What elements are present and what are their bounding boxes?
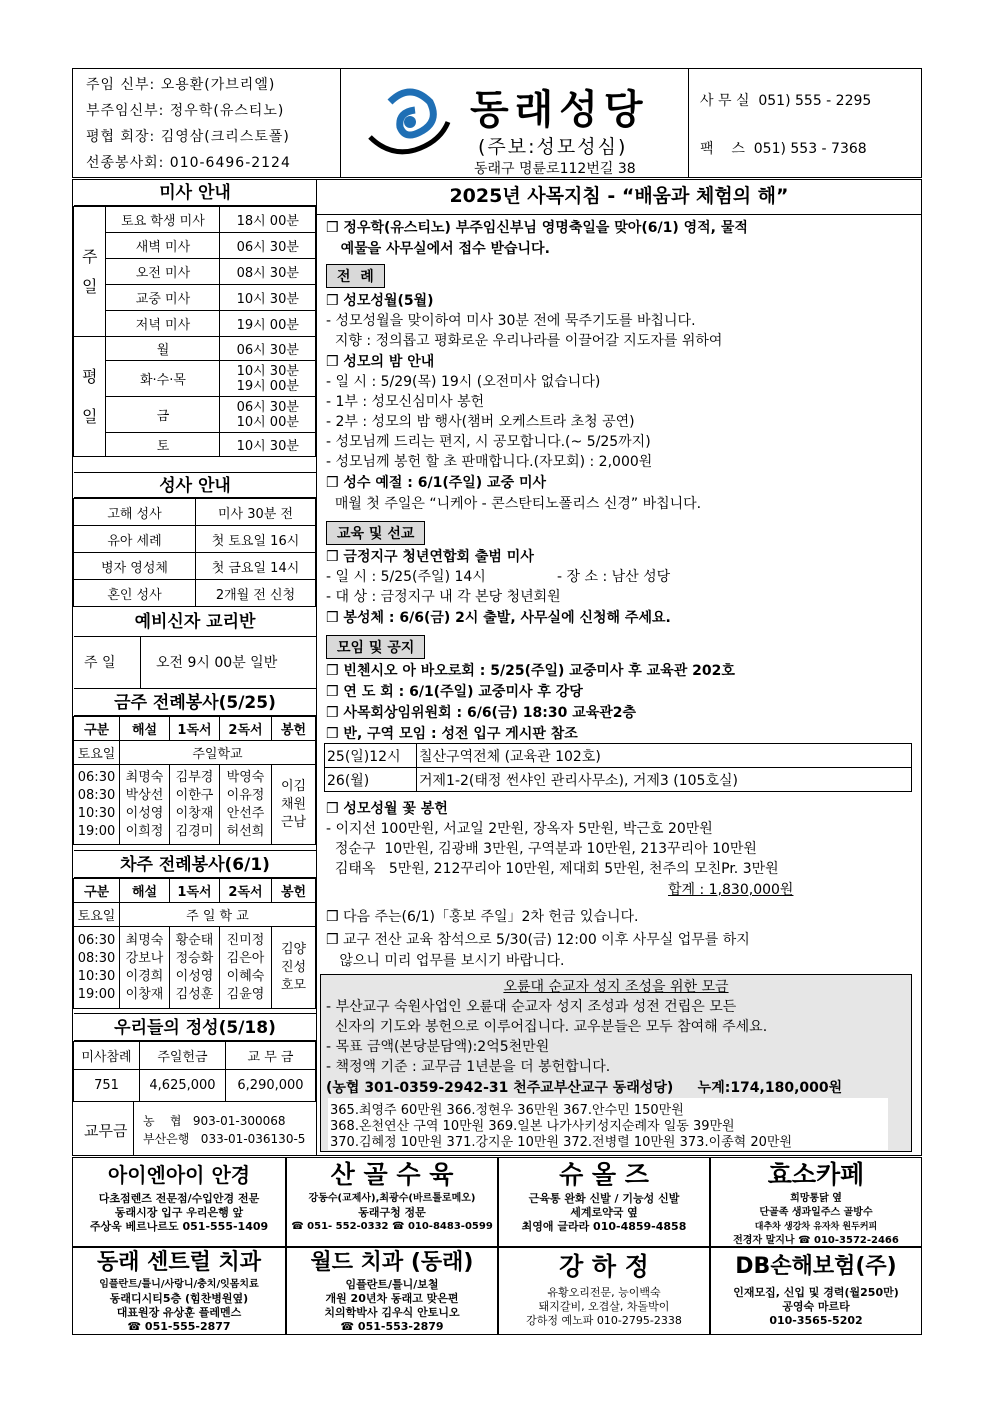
mass-day: 월	[106, 337, 220, 361]
ad-title: 슈 올 즈	[559, 1160, 649, 1189]
mass-day: 화·수·목	[106, 361, 220, 397]
sacrament-time: 첫 토요일 16시	[196, 526, 316, 553]
weekday-label: 평 일	[74, 337, 106, 457]
ad-line: 치의학박사 김우식 안토니오	[324, 1306, 460, 1319]
intro-line: 예물을 사무실에서 접수 받습니다.	[326, 241, 550, 257]
mass-time: 19시 00분	[220, 311, 316, 337]
bank-account-busan: 부산은행 033-01-036130-5	[143, 1132, 306, 1146]
liturgy-next-title: 차주 전례봉사(6/1)	[74, 850, 316, 878]
col-header: 미사참례	[74, 1042, 140, 1070]
donor-line: 370.김혜정 10만원 371.강지운 10만원 372.전병렬 10만원 373.이종혁 20만원	[330, 1135, 793, 1150]
sacrament-name: 병자 영성체	[74, 553, 196, 580]
notice-line: 정순구 10만원, 김광배 3만원, 구역분과 10만원, 213꾸리아 10만원	[326, 841, 757, 857]
col-header: 봉헌	[272, 879, 316, 903]
fundraising-line: - 부산교구 숙원사업인 오륜대 순교자 성지 조성과 성전 건립은 모든	[326, 999, 737, 1015]
mass-time: 18시 00분	[220, 207, 316, 233]
ad-card	[286, 1157, 498, 1247]
sacrament-name: 유아 세례	[74, 526, 196, 553]
header-divider-right	[688, 68, 689, 178]
mass-time: 10시 30분 19시 00분	[220, 361, 316, 397]
office-phone: 사 무 실 051) 555 - 2295	[700, 93, 872, 109]
col-header: 구분	[74, 717, 120, 741]
fundraising-account: (농협 301-0359-2942-31 천주교부산교구 동래성당) 누계:174,180,000원	[326, 1080, 843, 1096]
parish-name: 동래성당	[470, 87, 649, 133]
notice-line: - 1부 : 성모신심미사 봉헌	[326, 394, 485, 410]
offertory: 이김 채원 근남	[272, 765, 316, 845]
notice-line: ❒ 성수 예절 : 6/1(주일) 교중 미사	[326, 475, 547, 491]
col-header: 해설	[120, 717, 170, 741]
ad-card	[72, 1247, 286, 1335]
sacrament-table	[73, 498, 316, 607]
sat-value: 주 일 학 교	[120, 903, 316, 927]
tag-label: 모임 및 공지	[326, 635, 425, 659]
tag-meeting	[326, 635, 425, 659]
notice-line: ❒ 성모성월 꽃 봉헌	[326, 801, 448, 817]
sunday-collection: 4,625,000	[140, 1070, 226, 1102]
fundraising-line: - 책정액 기준 : 교무금 1년분을 더 봉헌합니다.	[326, 1059, 611, 1075]
notice-line: 김태옥 5만원, 212꾸리아 10만원, 제대회 5만원, 천주의 모친Pr. 3만원	[326, 861, 779, 877]
mass-time: 06시 30분 10시 00분	[220, 397, 316, 433]
mass-time: 06시 30분	[220, 233, 316, 259]
ad-line: 강동수(교제사),최광수(바르톨로메오)	[308, 1193, 476, 1204]
sunday-label: 주 일	[74, 207, 106, 337]
sacrament-title: 성사 안내	[74, 472, 316, 498]
tag-education	[326, 521, 425, 545]
ad-line: ☎ 051-555-2877	[127, 1320, 231, 1333]
ad-line: 전경자 말지나 ☎ 010-3572-2466	[733, 1235, 899, 1246]
parish-patron: (주보:성모성심)	[478, 136, 628, 158]
ad-title: 아이엔아이 안경	[107, 1163, 251, 1187]
ad-card	[498, 1157, 710, 1247]
mass-day: 금	[106, 397, 220, 433]
donor-line: 365.최영주 60만원 366.정현우 36만원 367.안수민 150만원	[330, 1103, 684, 1118]
ad-card	[710, 1157, 922, 1247]
col-header: 2독서	[220, 717, 272, 741]
catechumen-time: 오전 9시 00분 일반	[156, 655, 278, 671]
mass-table	[73, 206, 316, 457]
staff-council: 평협 회장: 김영삼(크리스토폴)	[86, 129, 290, 145]
notice-line: ❒ 금정지구 청년연합회 출범 미사	[326, 549, 534, 565]
meeting-table	[324, 743, 912, 792]
notice-line: ❒ 반, 구역 모임 : 성전 입구 게시판 참조	[326, 726, 578, 742]
meeting-time: 26(월)	[325, 768, 417, 792]
devotion-table	[73, 1041, 316, 1102]
pastoral-title: 2025년 사목지침 - “배움과 체험의 해”	[317, 181, 921, 215]
mass-time: 06시 30분	[220, 337, 316, 361]
ad-card	[710, 1247, 922, 1335]
col-header: 교 무 금	[226, 1042, 316, 1070]
commentary: 최명숙 박상선 이성영 이희정	[120, 765, 170, 845]
ad-title: 월드 치과 (동래)	[310, 1250, 474, 1275]
mass-name: 토요 학생 미사	[106, 207, 220, 233]
col-header: 해설	[120, 879, 170, 903]
reading2: 진미정 김은아 이혜숙 김윤영	[220, 927, 272, 1009]
col-header: 2독서	[220, 879, 272, 903]
ad-line: ☎ 051- 552-0332 ☎ 010-8483-0599	[291, 1221, 493, 1232]
tithe-amount: 6,290,000	[226, 1070, 316, 1102]
ad-line: 돼지갈비, 오겹살, 차돌박이	[538, 1300, 670, 1313]
fundraising-title: 오륜대 순교자 성지 조성을 위한 모금	[503, 979, 729, 995]
ad-line: 동래시장 입구 우리은행 앞	[114, 1206, 244, 1219]
notice-line: - 대 상 : 금정지구 내 각 본당 청년회원	[326, 589, 561, 605]
liturgy-this-table	[73, 716, 316, 845]
notice-line: 지향 : 정의롭고 평화로운 우리나라를 이끌어갈 지도자를 위하여	[326, 333, 723, 349]
notice-line: - 성모님께 드리는 편지, 시 공모합니다.(~ 5/25까지)	[326, 434, 651, 450]
tag-liturgy	[326, 264, 385, 288]
fundraising-line: - 목표 금액(본당분담액):2억5천만원	[326, 1039, 550, 1055]
fax-number: 팩 스 051) 553 - 7368	[700, 141, 867, 157]
ad-line: 강하정 예노파 010-2795-2338	[526, 1314, 682, 1327]
ad-line: 다초점렌즈 전문점/수입안경 전문	[98, 1192, 260, 1205]
notice-line: ❒ 성모의 밤 안내	[326, 354, 435, 370]
liturgy-next-table	[73, 878, 316, 1009]
meeting-place: 칠산구역전체 (교육관 102호)	[417, 744, 912, 768]
mass-name: 저녁 미사	[106, 311, 220, 337]
mass-name: 교중 미사	[106, 285, 220, 311]
notice-line: - 일 시 : 5/25(주일) 14시 - 장 소 : 남산 성당	[326, 569, 671, 585]
staff-assistant: 부주임신부: 정우학(유스티노)	[86, 103, 285, 119]
sat-label: 토요일	[74, 903, 120, 927]
notice-line: - 2부 : 성모의 밤 행사(챔버 오케스트라 초청 공연)	[326, 414, 635, 430]
times: 06:30 08:30 10:30 19:00	[74, 765, 120, 845]
staff-pastor: 주임 신부: 오용환(가브리엘)	[86, 77, 276, 93]
notice-line: ❒ 사목회상임위원회 : 6/6(금) 18:30 교육관2층	[326, 705, 637, 721]
col-header: 1독서	[170, 717, 220, 741]
ad-line: 공영숙 마르타	[782, 1300, 850, 1313]
ad-card	[498, 1247, 710, 1335]
notice-line: ❒ 봉성체 : 6/6(금) 2시 출발, 사무실에 신청해 주세요.	[326, 610, 671, 626]
times: 06:30 08:30 10:30 19:00	[74, 927, 120, 1009]
ad-line: ☎ 051-553-2879	[340, 1320, 444, 1333]
notice-line: ❒ 다음 주는(6/1)「홍보 주일」2차 헌금 있습니다.	[326, 909, 639, 925]
ad-line: 유황오리전문, 능이백숙	[547, 1286, 661, 1299]
notice-line: 매월 첫 주일은 “니케아 - 콘스탄티노폴리스 신경” 바칩니다.	[326, 496, 702, 512]
sat-value: 주일학교	[120, 741, 316, 765]
mass-name: 오전 미사	[106, 259, 220, 285]
sacrament-name: 혼인 성사	[74, 580, 196, 607]
ad-title: 동래 센트럴 치과	[96, 1250, 262, 1275]
ad-line: 세계로약국 옆	[570, 1206, 638, 1219]
notice-line: - 일 시 : 5/29(목) 19시 (오전미사 없습니다)	[326, 374, 601, 390]
ad-line: 최영애 글라라 010-4859-4858	[521, 1220, 687, 1233]
sacrament-time: 2개월 전 신청	[196, 580, 316, 607]
ad-line: 주상욱 베르나르도 051-555-1409	[89, 1220, 269, 1233]
notice-line: - 성모성월을 맞이하여 미사 30분 전에 묵주기도를 바칩니다.	[326, 313, 696, 329]
header-divider-left	[340, 68, 341, 178]
ad-line: 단골족 생과일주스 골방수	[759, 1207, 873, 1218]
parish-logo-icon	[360, 82, 460, 162]
liturgy-this-title: 금주 전례봉사(5/25)	[74, 688, 316, 716]
ad-title: 효소카페	[767, 1160, 865, 1189]
ad-line: 임플란트/틀니/보철	[345, 1278, 439, 1291]
mass-time: 10시 30분	[220, 285, 316, 311]
col-header: 구분	[74, 879, 120, 903]
sacrament-time: 첫 금요일 14시	[196, 553, 316, 580]
catechumen-divider	[140, 637, 141, 688]
ad-title: 강 하 정	[559, 1252, 649, 1281]
intro-line: ❒ 정우학(유스티노) 부주임신부님 영명축일을 맞아(6/1) 영적, 물적	[326, 220, 748, 236]
donor-line: 368.온천연산 구역 10만원 369.일본 나가사키성지순례자 일동 39만원	[330, 1119, 735, 1134]
ad-line: 동래구청 정문	[358, 1206, 426, 1219]
parish-address: 동래구 명륜로112번길 38	[474, 161, 636, 177]
mass-time: 08시 30분	[220, 259, 316, 285]
mass-title: 미사 안내	[74, 180, 316, 206]
mass-day: 토	[106, 433, 220, 457]
bank-account-nh: 농 협 903-01-300068	[143, 1114, 286, 1128]
ad-title: DB손해보험(주)	[735, 1254, 897, 1279]
notice-line: 않으니 미리 업무를 보시기 바랍니다.	[326, 953, 565, 969]
ad-line: 010-3565-5202	[769, 1314, 863, 1327]
notice-line: - 이지선 100만원, 서교일 2만원, 장옥자 5만원, 박근호 20만원	[326, 821, 713, 837]
offertory: 김양 진성 호모	[272, 927, 316, 1009]
notice-line: ❒ 교구 전산 교육 참석으로 5/30(금) 12:00 이후 사무실 업무를 하지	[326, 932, 750, 948]
ad-line: 희망통닭 옆	[790, 1193, 842, 1204]
ad-line: 대표원장 유상훈 플레멘스	[116, 1306, 242, 1319]
notice-line: - 성모님께 봉헌 할 초 판매합니다.(자모회) : 2,000원	[326, 454, 653, 470]
ad-line: 근육통 완화 신발 / 기능성 신발	[528, 1192, 680, 1205]
reading2: 박영숙 이유정 안선주 허선희	[220, 765, 272, 845]
sat-label: 토요일	[74, 741, 120, 765]
bank-divider	[133, 1101, 134, 1156]
devotion-title: 우리들의 정성(5/18)	[74, 1013, 316, 1041]
meeting-place: 거제1-2(태정 썬샤인 관리사무소), 거제3 (105호실)	[417, 768, 912, 792]
mass-count: 751	[74, 1070, 140, 1102]
catechumen-title: 예비신자 교리반	[74, 607, 316, 637]
notice-line: ❒ 빈첸시오 아 바오로회 : 5/25(주일) 교중미사 후 교육관 202호	[326, 663, 735, 679]
sacrament-name: 고해 성사	[74, 499, 196, 526]
reading1: 김부경 이한구 이창재 김경미	[170, 765, 220, 845]
ad-line: 임플란트/틀니/사랑니/충치/잇몸치료	[99, 1279, 259, 1290]
fundraising-line: 신자의 기도와 봉헌으로 이루어집니다. 교우분들은 모두 참여해 주세요.	[326, 1019, 768, 1035]
bank-label: 교무금	[84, 1122, 128, 1140]
tag-label: 전 례	[326, 264, 385, 288]
commentary: 최명숙 강보나 이경희 이창재	[120, 927, 170, 1009]
sacrament-time: 미사 30분 전	[196, 499, 316, 526]
ad-line: 개원 20년차 동래고 맞은편	[325, 1292, 459, 1305]
col-header: 1독서	[170, 879, 220, 903]
ad-line: 동래디시티5층 (힘찬병원옆)	[109, 1292, 249, 1305]
catechumen-day: 주 일	[84, 655, 116, 671]
ad-line: 인재모집, 신입 및 경력(월250만)	[733, 1286, 899, 1299]
reading1: 황순태 정승화 이성영 김성훈	[170, 927, 220, 1009]
ad-card	[72, 1157, 286, 1247]
body-divider	[316, 179, 317, 1156]
ad-title: 산 골 수 육	[330, 1160, 454, 1189]
ad-line: 대추차 생강차 유자차 원두커피	[754, 1222, 878, 1232]
flower-total: 합계 : 1,830,000원	[668, 882, 794, 898]
ad-card	[286, 1247, 498, 1335]
notice-line: ❒ 성모성월(5월)	[326, 293, 434, 309]
col-header: 봉헌	[272, 717, 316, 741]
tag-label: 교육 및 선교	[326, 521, 425, 545]
meeting-time: 25(일)12시	[325, 744, 417, 768]
col-header: 주일헌금	[140, 1042, 226, 1070]
mass-time: 10시 30분	[220, 433, 316, 457]
notice-line: ❒ 연 도 회 : 6/1(주일) 교중미사 후 강당	[326, 684, 583, 700]
mass-name: 새벽 미사	[106, 233, 220, 259]
staff-funeral: 선종봉사회: 010-6496-2124	[86, 155, 291, 171]
